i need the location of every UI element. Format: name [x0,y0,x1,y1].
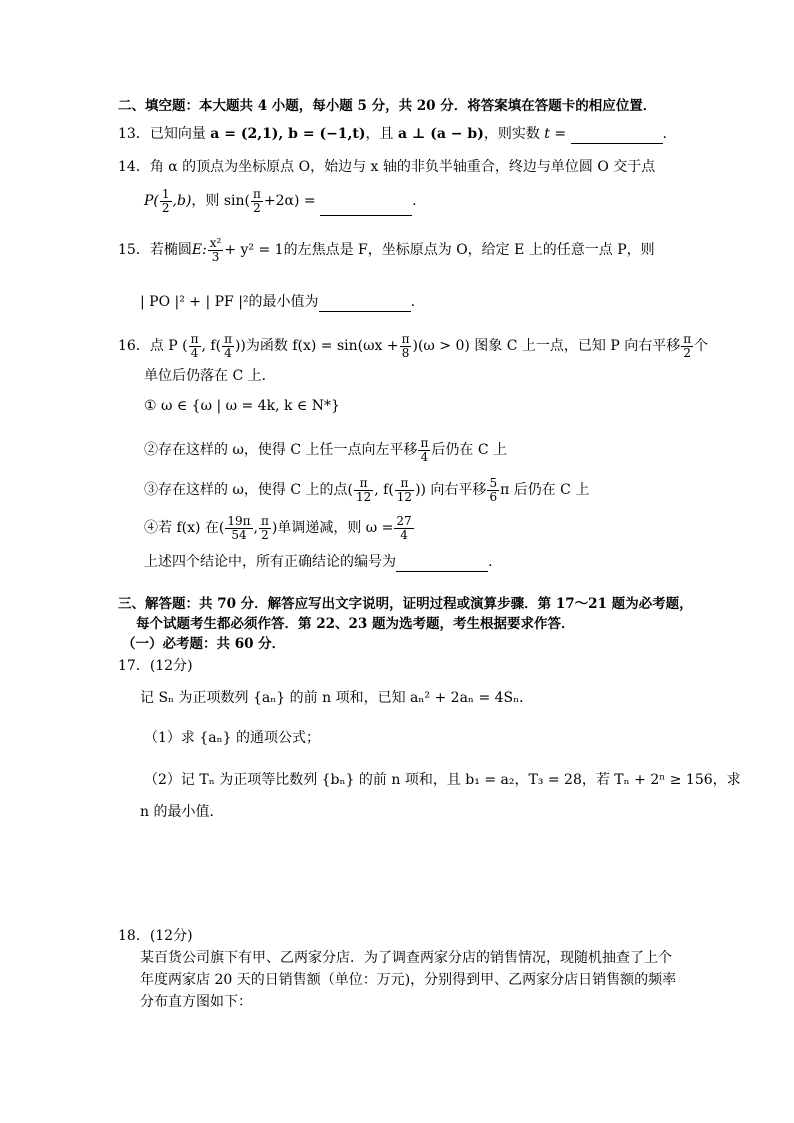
q16-answer-blank [396,556,488,572]
q13-text-b: ，且 [365,126,394,142]
q16-last: 上述四个结论中，所有正确结论的编号为 [144,554,396,570]
q15-frac-den: 3 [211,249,220,264]
q16-opt3-m: , f( [374,482,394,498]
q18-number: 18．(12分) [118,928,193,944]
question-14-line1 [118,157,655,177]
q13-vectors: a = (2,1), b = (−1,t) [210,126,366,142]
q18-line-1: 某百货公司旗下有甲、乙两家分店．为了调查两家分店的销售情况，现随机抽查了上个 [140,950,672,966]
q15-post: + y² = 1的左焦点是 F，坐标原点为 O，给定 E 上的任意一点 P，则 [224,242,655,258]
q16-opt3-frac1 [354,477,373,504]
q16-opt3-frac3 [487,477,499,504]
question-13 [118,124,667,144]
q14-frac1-den: 2 [161,200,170,215]
q16-opt4-num1: 19π [227,513,251,528]
q16-opt2-a: ②存在这样的 ω，使得 C 上任一点向左平移 [144,442,418,458]
q14-line1: 角 α 的顶点为坐标原点 O，始边与 x 轴的非负半轴重合，终边与单位圆 O 交于点 [149,159,656,175]
q15-line2: | PO |² + | PF |²的最小值为 [140,294,319,310]
q14-frac2-den: 2 [253,200,261,215]
q15-e: E: [191,242,207,258]
q16-opt4-frac1 [225,515,252,542]
q15-frac [208,237,224,264]
q16-opt4-den1: 54 [231,527,247,542]
q16-opt2-den: 4 [420,449,429,464]
q14-p-post: ,b) [172,193,192,209]
section-2-heading: 二、填空题：本大题共 4 小题，每小题 5 分，共 20 分．将答案填在答题卡的相应位置． [118,98,657,114]
q13-text-a: 已知向量 [149,126,206,142]
q16-opt4-num2: π [260,513,269,528]
q14-end: . [412,193,417,209]
q16-opt3-den2: 12 [396,489,413,504]
q16-line2: 单位后仍落在 C 上． [144,368,276,384]
q16-opt3-den3: 6 [489,489,498,504]
question-14-line2 [144,186,417,216]
q17-part-2: （2）记 Tₙ 为正项等比数列 {bₙ} 的前 n 项和，且 b₁ = a₂，T₃ = 28，若 Tₙ + 2ⁿ ≥ 156，求 [144,772,741,788]
q16-a2: , f( [201,338,222,354]
q16-opt2-b: 后仍在 C 上 [431,442,507,458]
q14-p-pre: P( [144,193,159,209]
q13-number: 13． [118,126,150,142]
q16-opt4-frac2 [259,515,271,542]
q14-mid: ，则 sin( [191,193,250,209]
q16-option-1: ① ω ∈ {ω | ω = 4k, k ∈ N*} [144,398,340,414]
q16-f2-den: 4 [224,345,232,360]
q16-opt4-a: ④若 f(x) 在( [144,520,225,536]
q16-end: . [488,554,493,570]
q14-answer-blank [320,200,412,216]
q17-number: 17．(12分) [118,658,193,674]
q16-opt4-frac3 [394,515,413,542]
q16-f1-den: 4 [190,345,199,360]
q17-part-1: （1）求 {aₙ} 的通项公式； [144,730,321,746]
q16-a5: 个 [694,338,709,354]
q16-f4-num: π [683,331,692,346]
section-3-subheading: （一）必考题：共 60 分． [122,636,286,652]
q16-opt3-b: )) 向右平移 [415,482,487,498]
q16-a3: ))为函数 f(x) = sin(ωx + [234,338,399,354]
q16-frac-4 [681,333,693,360]
q16-option-3 [144,474,589,506]
q16-option-4 [144,512,415,544]
q14-frac-2 [251,188,263,215]
q15-pre: 若椭圆 [149,242,192,258]
q14-frac-1 [160,188,172,215]
q15-number: 15． [118,242,150,258]
q15-answer-blank [319,296,411,312]
q16-last-line [144,552,492,572]
q16-opt4-m: , [253,520,258,536]
q16-a1: 点 P ( [149,338,188,354]
section-3-heading-1: 三、解答题：共 70 分．解答应写出文字说明，证明过程或演算步骤．第 17～21 题为必考题， [118,596,693,612]
q16-frac-1 [189,333,201,360]
q16-number: 16． [118,338,150,354]
q16-option-2 [144,434,507,466]
q17-stem: 记 Sₙ 为正项数列 {aₙ} 的前 n 项和，已知 aₙ² + 2aₙ = 4Sₙ． [140,690,534,706]
q16-opt3-c: π 后仍在 C 上 [500,482,590,498]
q14-frac1-num: 1 [161,186,170,201]
q16-opt3-a: ③存在这样的 ω，使得 C 上的点( [144,482,353,498]
section-3-heading-2: 每个试题考生都必须作答．第 22、23 题为选考题，考生根据要求作答． [136,616,575,632]
question-15-line1 [118,234,655,266]
q16-f4-den: 2 [683,345,691,360]
q15-end: . [410,294,416,310]
q18-line-2: 年度两家店 20 天的日销售额（单位：万元)，分别得到甲、乙两家分店日销售额的频率 [140,972,677,988]
q16-opt3-num1: π [354,477,373,491]
q16-opt3-frac2 [395,477,414,504]
q16-f3-num: π [401,331,410,346]
q14-number: 14． [118,159,150,175]
q16-opt2-num: π [420,435,429,450]
q16-opt3-num2: π [395,477,414,491]
q14-frac2-num: π [253,186,261,201]
q16-opt4-den2: 2 [261,527,269,542]
q16-opt4-den3: 4 [400,527,408,542]
q14-s-post: +2α) = [263,193,316,209]
q16-opt3-den1: 12 [355,489,372,504]
question-16-line1 [118,330,708,362]
q13-variable: t = [544,126,567,142]
q16-opt2-frac [418,437,430,464]
q13-end: . [662,126,667,142]
q17-part-2-cont: n 的最小值． [140,804,224,820]
q15-frac-num: x² [209,235,222,250]
q16-opt4-b: )单调递减，则 ω = [271,520,394,536]
q13-answer-blank [571,128,663,144]
q16-a4: )(ω > 0) 图象 C 上一点，已知 P 向右平移 [412,338,681,354]
q16-opt3-num3: 5 [489,475,498,490]
q13-condition: a ⊥ (a − b) [397,126,484,142]
q13-text-c: ，则实数 [483,126,540,142]
q16-f1-num: π [190,331,199,346]
q18-line-3: 分布直方图如下： [140,994,252,1010]
question-15-line2 [140,292,415,312]
q16-frac-2 [222,333,234,360]
q16-opt4-num3: 27 [396,513,412,528]
q16-f3-den: 8 [401,345,410,360]
q16-f2-num: π [224,331,232,346]
q16-frac-3 [400,333,412,360]
